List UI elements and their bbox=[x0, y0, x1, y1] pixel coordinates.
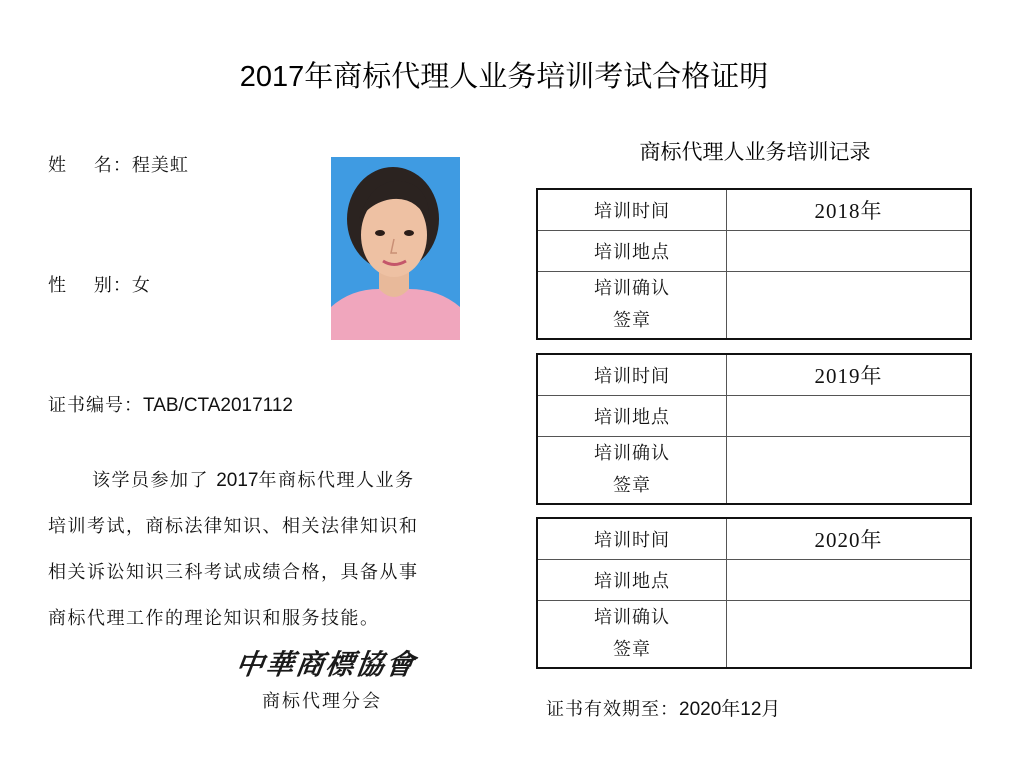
table-row bbox=[537, 601, 971, 669]
training-record-table-2018 bbox=[536, 188, 972, 340]
certificate-number-row bbox=[48, 391, 293, 417]
statement-line-1 bbox=[48, 458, 488, 504]
training-record-title: 商标代理人业务培训记录 bbox=[639, 140, 871, 164]
statement-line-2: 培训考试，商标法律知识、相关法律知识和 bbox=[48, 516, 419, 537]
statement-line-1-pre: 该学员参加了 bbox=[92, 470, 217, 491]
training-confirm-value bbox=[727, 601, 972, 669]
table-row bbox=[537, 189, 971, 231]
statement-line-3: 相关诉讼知识三科考试成绩合格，具备从事 bbox=[48, 562, 419, 583]
validity-row bbox=[546, 694, 780, 721]
name-label: 姓 名： bbox=[48, 155, 132, 176]
certificate-title: 2017年商标代理人业务培训考试合格证明 bbox=[239, 61, 769, 93]
training-place-label: 培训地点 bbox=[537, 560, 727, 601]
validity-label: 证书有效期至： bbox=[546, 699, 679, 720]
table-row bbox=[537, 396, 971, 437]
training-place-label: 培训地点 bbox=[537, 231, 727, 272]
table-row bbox=[537, 518, 971, 560]
table-row bbox=[537, 437, 971, 505]
training-time-label: 培训时间 bbox=[537, 354, 727, 396]
training-confirm-label bbox=[537, 437, 727, 505]
statement-paragraph bbox=[48, 458, 488, 642]
training-year-value: 2018年 bbox=[727, 189, 972, 231]
portrait-image bbox=[331, 157, 460, 340]
confirm-label-line-2: 签章 bbox=[613, 639, 651, 660]
confirm-label-line-1: 培训确认 bbox=[594, 278, 670, 299]
certificate-number-value: TAB/CTA2017112 bbox=[143, 395, 293, 416]
table-row bbox=[537, 231, 971, 272]
table-row bbox=[537, 272, 971, 340]
confirm-label-line-2: 签章 bbox=[613, 475, 651, 496]
certificate-number-label: 证书编号： bbox=[48, 395, 143, 416]
confirm-label-line-1: 培训确认 bbox=[594, 443, 670, 464]
table-row bbox=[537, 560, 971, 601]
training-place-value bbox=[727, 560, 972, 601]
id-photo bbox=[331, 157, 460, 340]
name-row bbox=[48, 151, 189, 177]
gender-label: 性 别： bbox=[48, 275, 132, 296]
table-row bbox=[537, 354, 971, 396]
training-confirm-label bbox=[537, 601, 727, 669]
statement-line-4: 商标代理工作的理论知识和服务技能。 bbox=[48, 608, 380, 629]
training-confirm-label bbox=[537, 272, 727, 340]
training-confirm-value bbox=[727, 437, 972, 505]
issuer-branch: 商标代理分会 bbox=[262, 691, 382, 712]
name-value: 程美虹 bbox=[131, 155, 189, 176]
training-year-value: 2019年 bbox=[727, 354, 972, 396]
training-year-value: 2020年 bbox=[727, 518, 972, 560]
training-time-label: 培训时间 bbox=[537, 518, 727, 560]
training-place-label: 培训地点 bbox=[537, 396, 727, 437]
validity-value: 2020年12月 bbox=[679, 699, 781, 720]
gender-value: 女 bbox=[131, 275, 151, 296]
training-record-table-2020 bbox=[536, 517, 972, 669]
gender-row bbox=[48, 271, 151, 297]
training-confirm-value bbox=[727, 272, 972, 340]
statement-year: 2017 bbox=[216, 470, 259, 491]
statement-line-1-post: 年商标代理人业务 bbox=[258, 470, 415, 491]
training-time-label: 培训时间 bbox=[537, 189, 727, 231]
training-place-value bbox=[727, 231, 972, 272]
association-calligraphy-logo: 中華商標協會 bbox=[233, 648, 419, 681]
training-place-value bbox=[727, 396, 972, 437]
confirm-label-line-2: 签章 bbox=[613, 310, 651, 331]
training-record-table-2019 bbox=[536, 353, 972, 505]
confirm-label-line-1: 培训确认 bbox=[594, 607, 670, 628]
